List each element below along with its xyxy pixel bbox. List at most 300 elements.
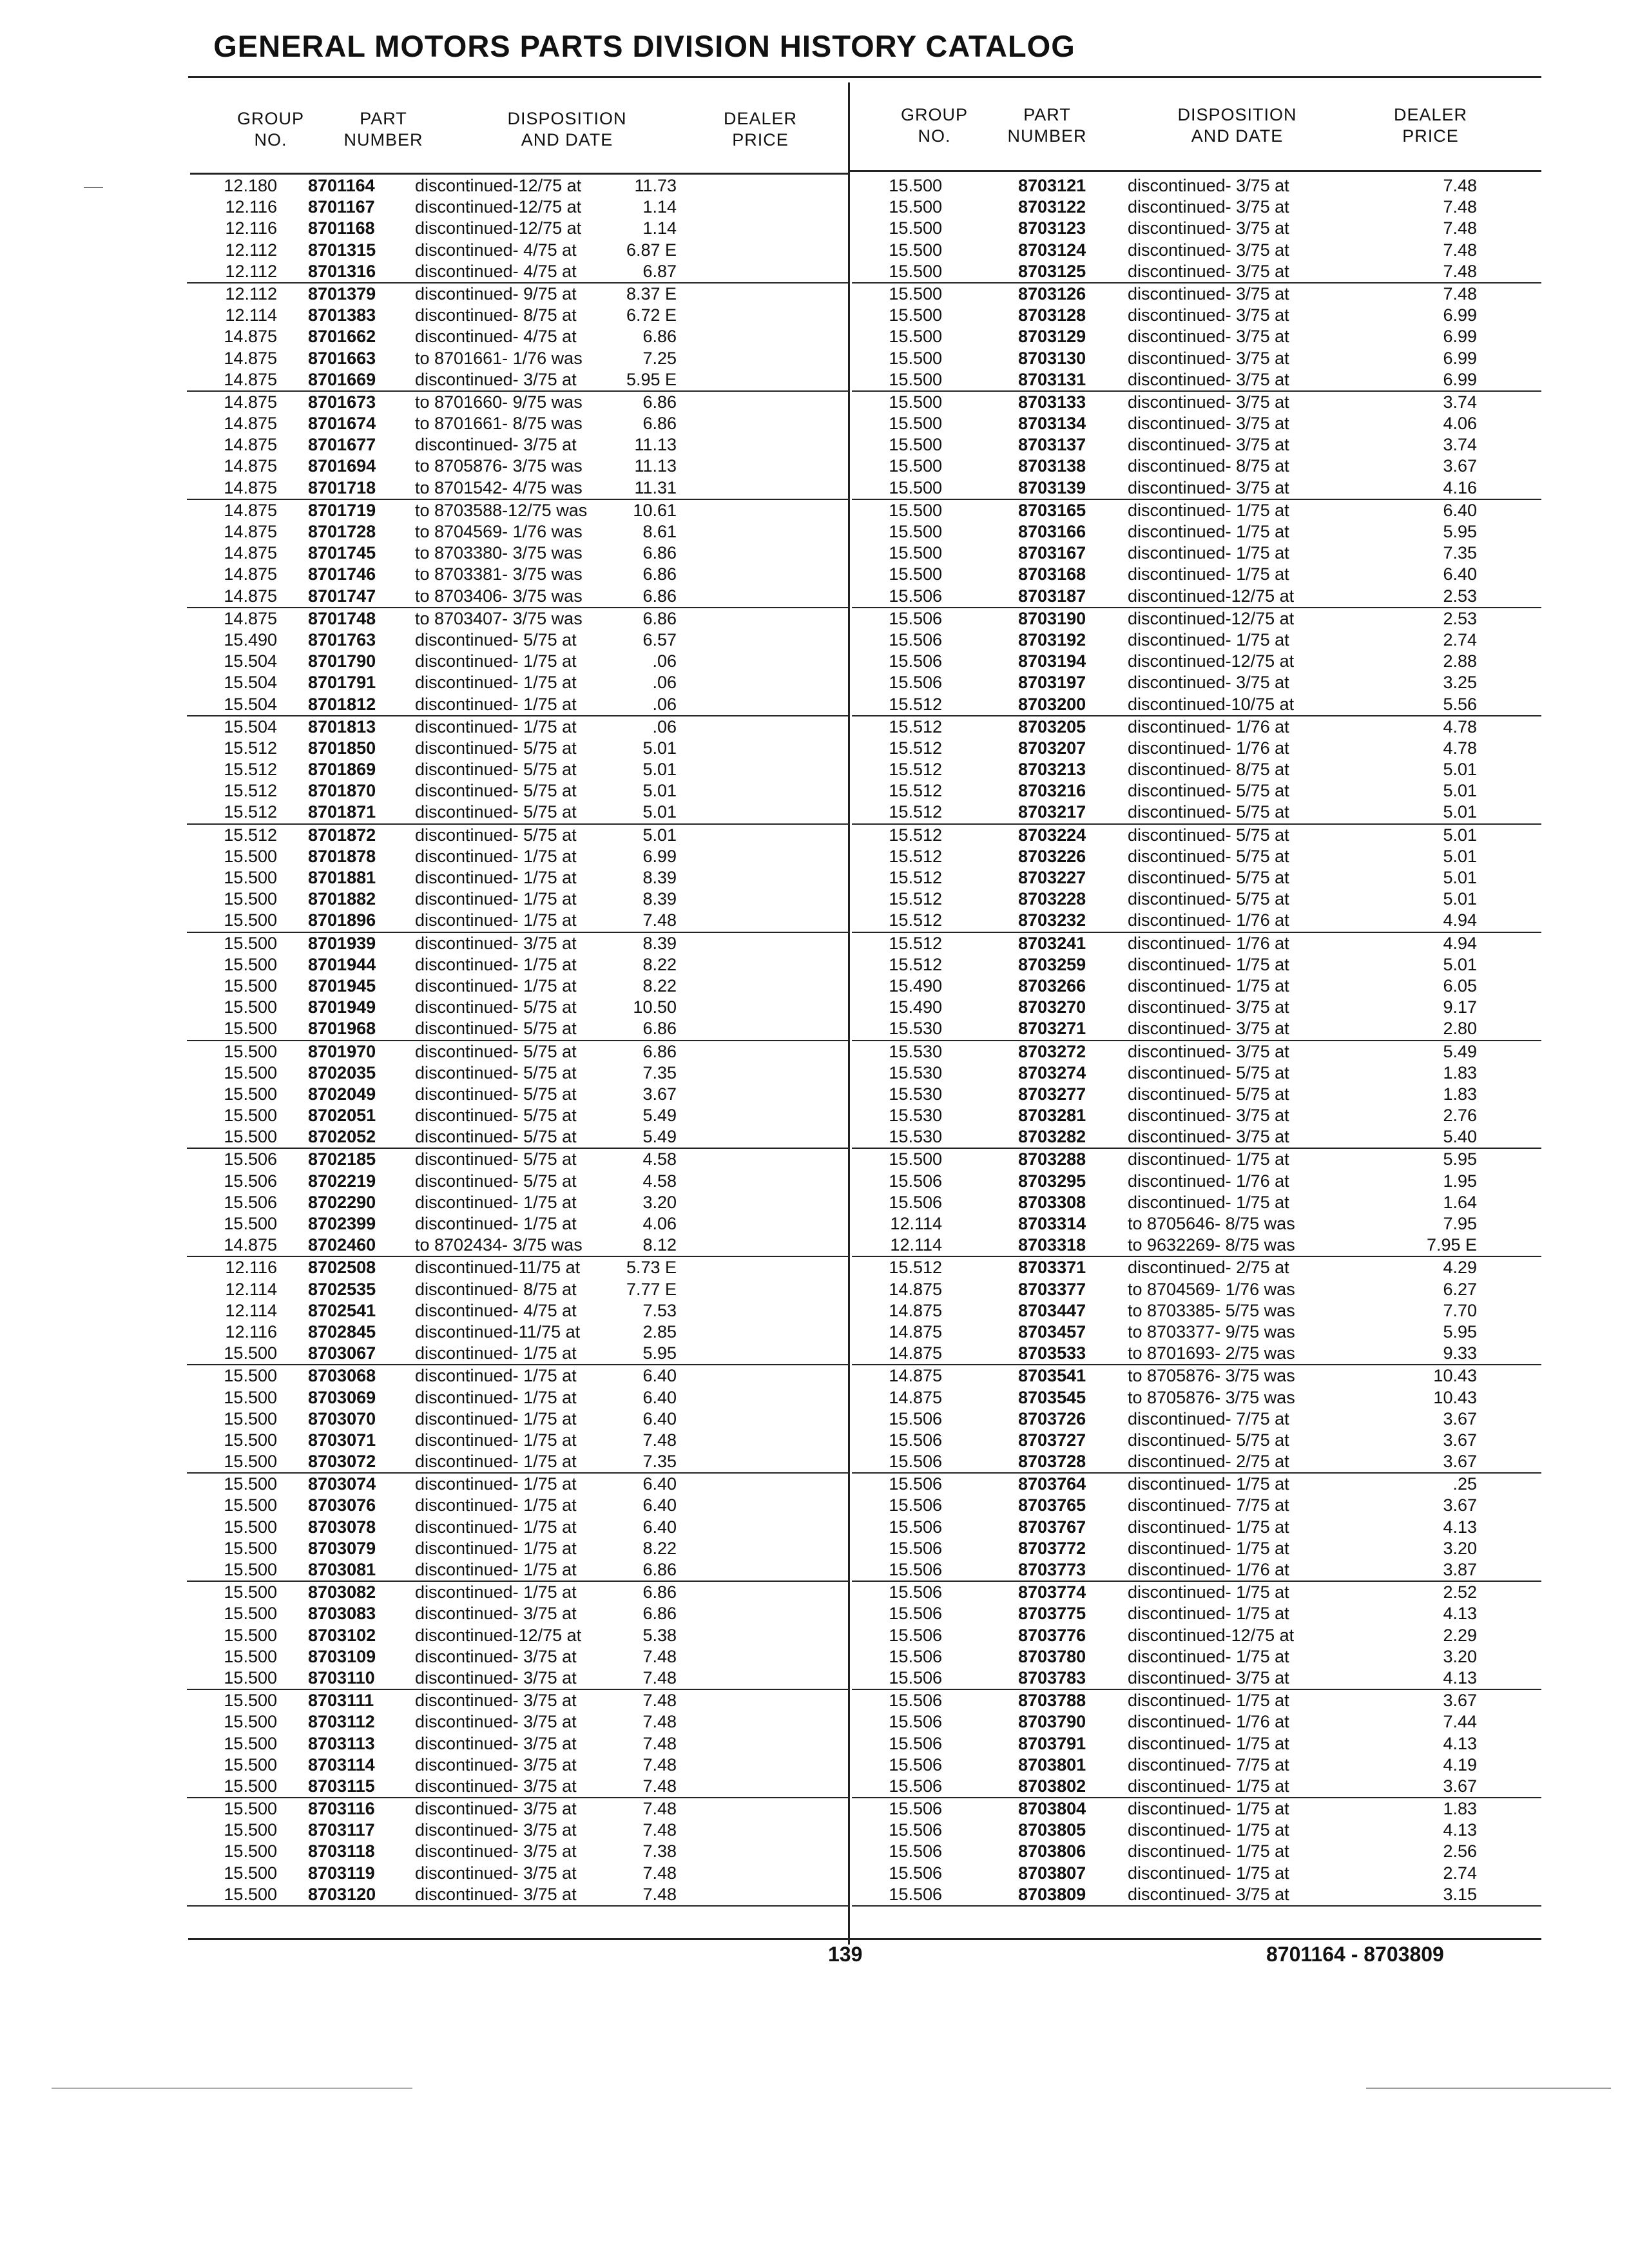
part-number: 8701871	[308, 802, 376, 822]
dealer-price: 6.86	[642, 1582, 677, 1602]
group-no: 12.114	[225, 305, 277, 325]
page-number: 139	[828, 1943, 863, 1966]
left-parts-table	[187, 175, 848, 1907]
group-no: 15.500	[224, 868, 277, 887]
table-row	[187, 802, 848, 824]
group-no: 15.500	[889, 240, 942, 260]
dealer-price: 11.13	[634, 456, 677, 476]
table-row	[852, 1321, 1541, 1343]
group-no: 15.506	[889, 1538, 942, 1558]
disposition: discontinued- 1/75 at	[1128, 1799, 1289, 1819]
table-row	[852, 716, 1541, 738]
table-row	[187, 477, 848, 500]
table-row	[187, 933, 848, 954]
dealer-price: 5.01	[642, 825, 677, 845]
dealer-price: 4.13	[1443, 1667, 1477, 1687]
dealer-price: 11.73	[634, 176, 677, 195]
table-row	[852, 1754, 1541, 1776]
dealer-price: 9.33	[1443, 1343, 1477, 1363]
table-row	[187, 369, 848, 392]
part-number: 8703112	[308, 1712, 375, 1732]
scan-mark	[1366, 2088, 1611, 2089]
table-row	[852, 1105, 1541, 1126]
part-number: 8703541	[1018, 1366, 1086, 1386]
dealer-price: 6.72 E	[626, 305, 677, 325]
part-number: 8701719	[308, 500, 376, 520]
part-number: 8703295	[1018, 1171, 1086, 1191]
part-number: 8703074	[308, 1474, 376, 1494]
part-number: 8703071	[308, 1430, 376, 1450]
part-number: 8701379	[308, 284, 376, 303]
part-number: 8703082	[308, 1582, 376, 1602]
header-rule-left	[190, 173, 849, 175]
dealer-price: 7.48	[642, 1776, 677, 1796]
part-number: 8703123	[1018, 218, 1086, 238]
group-no: 15.500	[889, 176, 942, 195]
part-number: 8703083	[308, 1604, 376, 1624]
part-number: 8703457	[1018, 1321, 1086, 1341]
table-row	[852, 348, 1541, 369]
dealer-price: 6.57	[642, 629, 677, 649]
group-no: 14.875	[889, 1300, 942, 1320]
table-row	[852, 1559, 1541, 1582]
header-price-right-line1: DEALER	[1393, 105, 1468, 124]
group-no: 14.875	[224, 564, 277, 584]
part-number: 8701939	[308, 933, 376, 953]
part-number: 8703130	[1018, 348, 1086, 368]
disposition: discontinued- 1/75 at	[1128, 1474, 1289, 1494]
part-number: 8703775	[1018, 1604, 1086, 1624]
table-row	[852, 1625, 1541, 1646]
disposition: discontinued- 5/75 at	[415, 802, 577, 822]
dealer-price: 2.88	[1443, 651, 1477, 671]
table-row	[187, 348, 848, 369]
table-row	[852, 456, 1541, 477]
table-row	[852, 1387, 1541, 1408]
dealer-price: 7.77 E	[626, 1279, 677, 1299]
title-rule	[188, 76, 1541, 78]
part-number: 8703788	[1018, 1691, 1086, 1711]
disposition: discontinued- 1/75 at	[415, 1582, 577, 1602]
dealer-price: 1.14	[642, 197, 677, 217]
dealer-price: 5.95	[1443, 1321, 1477, 1341]
table-row	[852, 889, 1541, 910]
group-no: 15.506	[889, 608, 942, 628]
part-number: 8703113	[308, 1733, 375, 1753]
table-row	[852, 564, 1541, 585]
part-number: 8701663	[308, 348, 376, 368]
group-no: 15.500	[224, 1820, 277, 1840]
part-number: 8703804	[1018, 1799, 1086, 1819]
part-number: 8703111	[308, 1691, 374, 1711]
part-number: 8701944	[308, 954, 376, 974]
group-no: 15.512	[889, 910, 942, 930]
disposition: to 8701660- 9/75 was	[415, 392, 583, 412]
dealer-price: 5.01	[1443, 825, 1477, 845]
part-number: 8703109	[308, 1646, 376, 1666]
table-row	[852, 1365, 1541, 1387]
part-number: 8703277	[1018, 1084, 1086, 1104]
disposition: discontinued- 3/75 at	[1128, 348, 1289, 368]
group-no: 15.500	[889, 369, 942, 389]
dealer-price: 11.31	[634, 477, 677, 497]
disposition: discontinued- 3/75 at	[1128, 197, 1289, 217]
group-no: 15.512	[889, 825, 942, 845]
group-no: 15.500	[889, 500, 942, 520]
group-no: 15.506	[889, 1863, 942, 1883]
dealer-price: 2.76	[1443, 1106, 1477, 1126]
group-no: 15.506	[889, 1776, 942, 1796]
disposition: discontinued- 5/75 at	[415, 781, 577, 801]
group-no: 15.506	[889, 1754, 942, 1774]
group-no: 15.506	[889, 1560, 942, 1579]
disposition: discontinued-12/75 at	[1128, 586, 1295, 606]
disposition: discontinued- 1/75 at	[1128, 1538, 1289, 1558]
part-number: 8703217	[1018, 802, 1086, 822]
table-row	[187, 456, 848, 477]
part-number: 8703772	[1018, 1538, 1086, 1558]
group-no: 15.500	[224, 889, 277, 909]
disposition: discontinued-12/75 at	[1128, 608, 1295, 628]
part-number: 8703773	[1018, 1560, 1086, 1579]
group-no: 15.500	[224, 1841, 277, 1861]
part-number: 8703116	[308, 1799, 375, 1819]
table-row	[187, 1126, 848, 1149]
group-no: 15.500	[889, 261, 942, 281]
group-no: 14.875	[224, 500, 277, 520]
table-row	[187, 1192, 848, 1213]
group-no: 15.500	[224, 1754, 277, 1774]
part-number: 8703110	[308, 1667, 375, 1687]
disposition: discontinued- 5/75 at	[415, 738, 577, 758]
disposition: discontinued- 1/76 at	[1128, 1171, 1289, 1191]
dealer-price: 6.40	[642, 1408, 677, 1428]
part-number: 8702051	[308, 1106, 376, 1126]
dealer-price: 6.86	[642, 564, 677, 584]
group-no: 15.506	[889, 1884, 942, 1904]
table-row	[187, 1213, 848, 1235]
table-row	[852, 975, 1541, 997]
dealer-price: .06	[652, 716, 677, 736]
part-number: 8701881	[308, 868, 376, 887]
part-number: 8703791	[1018, 1733, 1086, 1753]
dealer-price: 6.40	[642, 1517, 677, 1537]
table-row	[187, 413, 848, 434]
part-number: 8703806	[1018, 1841, 1086, 1861]
dealer-price: 1.83	[1443, 1799, 1477, 1819]
table-row	[852, 1798, 1541, 1820]
group-no: 15.500	[224, 1495, 277, 1515]
disposition: discontinued- 3/75 at	[1128, 673, 1289, 693]
table-row	[187, 1776, 848, 1798]
group-no: 15.500	[224, 846, 277, 866]
header-disposition-line2: AND DATE	[521, 130, 613, 149]
group-no: 15.530	[889, 1041, 942, 1061]
disposition: discontinued- 3/75 at	[415, 1604, 577, 1624]
part-number: 8703802	[1018, 1776, 1086, 1796]
disposition: discontinued- 3/75 at	[1128, 1019, 1289, 1039]
disposition: discontinued- 1/76 at	[1128, 738, 1289, 758]
disposition: discontinued- 5/75 at	[1128, 868, 1289, 887]
disposition: discontinued- 4/75 at	[415, 240, 577, 260]
disposition: discontinued- 1/75 at	[415, 1474, 577, 1494]
disposition: discontinued- 5/75 at	[415, 1127, 577, 1147]
disposition: discontinued- 1/75 at	[1128, 522, 1289, 541]
disposition: to 8703381- 3/75 was	[415, 564, 583, 584]
disposition: discontinued- 1/75 at	[415, 1452, 577, 1472]
group-no: 15.506	[889, 1712, 942, 1732]
dealer-price: 6.86	[642, 1041, 677, 1061]
part-number: 8702049	[308, 1084, 376, 1104]
dealer-price: 4.16	[1443, 477, 1477, 497]
group-no: 15.500	[224, 1646, 277, 1666]
table-row	[187, 1863, 848, 1884]
table-row	[852, 1279, 1541, 1300]
dealer-price: 2.85	[642, 1321, 677, 1341]
disposition: discontinued- 1/75 at	[1128, 1733, 1289, 1753]
group-no: 15.512	[889, 933, 942, 953]
table-row	[187, 1149, 848, 1170]
table-row	[187, 326, 848, 347]
table-row	[187, 1343, 848, 1365]
part-number: 8703067	[308, 1343, 376, 1363]
dealer-price: 6.86	[642, 543, 677, 563]
table-row	[187, 434, 848, 456]
dealer-price: 7.48	[1443, 261, 1477, 281]
disposition: discontinued- 3/75 at	[1128, 240, 1289, 260]
header-part	[329, 108, 438, 151]
disposition: discontinued- 3/75 at	[415, 1667, 577, 1687]
table-row	[852, 326, 1541, 347]
part-number: 8701970	[308, 1041, 376, 1061]
header-group-right-line2: NO.	[918, 126, 951, 146]
table-row	[187, 1798, 848, 1820]
disposition: discontinued- 5/75 at	[415, 1019, 577, 1039]
part-number: 8703197	[1018, 673, 1086, 693]
disposition: discontinued- 1/75 at	[415, 1408, 577, 1428]
part-number: 8703115	[308, 1776, 375, 1796]
part-number: 8703805	[1018, 1820, 1086, 1840]
group-no: 15.506	[889, 1604, 942, 1624]
part-number: 8703134	[1018, 414, 1086, 434]
part-number: 8701662	[308, 327, 376, 347]
group-no: 15.500	[889, 435, 942, 455]
header-disposition-line1: DISPOSITION	[507, 109, 627, 128]
table-row	[852, 1257, 1541, 1278]
table-row	[852, 586, 1541, 608]
part-number: 8703166	[1018, 522, 1086, 541]
disposition: discontinued- 3/75 at	[1128, 218, 1289, 238]
right-parts-table	[852, 175, 1541, 1907]
dealer-price: 5.01	[1443, 846, 1477, 866]
header-group	[219, 108, 322, 151]
group-no: 14.875	[889, 1387, 942, 1407]
group-no: 15.512	[889, 954, 942, 974]
table-row	[187, 608, 848, 629]
dealer-price: 8.39	[642, 933, 677, 953]
table-row	[187, 305, 848, 326]
table-row	[187, 629, 848, 651]
dealer-price: 7.48	[1443, 240, 1477, 260]
table-row	[852, 608, 1541, 629]
table-row	[187, 975, 848, 997]
part-number: 8701167	[308, 197, 375, 217]
group-no: 15.500	[224, 1343, 277, 1363]
part-number: 8703308	[1018, 1192, 1086, 1212]
disposition: discontinued- 4/75 at	[415, 327, 577, 347]
table-row	[852, 1126, 1541, 1149]
part-number: 8701718	[308, 477, 376, 497]
part-number: 8701669	[308, 369, 376, 389]
table-row	[187, 780, 848, 802]
group-no: 15.512	[889, 1258, 942, 1278]
table-row	[852, 218, 1541, 239]
part-number: 8703079	[308, 1538, 376, 1558]
disposition: discontinued-11/75 at	[415, 1321, 581, 1341]
header-group-line2: NO.	[254, 130, 287, 149]
disposition: discontinued- 1/75 at	[1128, 564, 1289, 584]
dealer-price: 3.20	[1443, 1646, 1477, 1666]
dealer-price: 5.56	[1443, 694, 1477, 714]
part-number: 8701316	[308, 261, 376, 281]
header-price-line1: DEALER	[723, 109, 798, 128]
dealer-price: 3.87	[1443, 1560, 1477, 1579]
part-number: 8701745	[308, 543, 376, 563]
part-number: 8703764	[1018, 1474, 1086, 1494]
dealer-price: 2.53	[1443, 608, 1477, 628]
group-no: 14.875	[889, 1279, 942, 1299]
disposition: discontinued- 1/75 at	[1128, 1149, 1289, 1169]
footer-rule	[188, 1938, 1541, 1940]
table-row	[852, 1171, 1541, 1192]
part-number: 8703545	[1018, 1387, 1086, 1407]
disposition: discontinued- 1/75 at	[1128, 1691, 1289, 1711]
part-number: 8701168	[308, 218, 375, 238]
part-range: 8701164 - 8703809	[1266, 1943, 1444, 1966]
group-no: 14.875	[224, 327, 277, 347]
part-number: 8703226	[1018, 846, 1086, 866]
header-price-line2: PRICE	[732, 130, 789, 149]
part-number: 8703272	[1018, 1041, 1086, 1061]
group-no: 15.500	[889, 348, 942, 368]
dealer-price: 3.67	[642, 1084, 677, 1104]
group-no: 15.500	[889, 522, 942, 541]
disposition: discontinued- 5/75 at	[415, 1171, 577, 1191]
part-number: 8703213	[1018, 760, 1086, 780]
group-no: 15.500	[224, 1560, 277, 1579]
group-no: 15.500	[224, 997, 277, 1017]
group-no: 15.500	[889, 456, 942, 476]
part-number: 8703809	[1018, 1884, 1086, 1904]
table-row	[187, 1408, 848, 1430]
header-part-right	[992, 104, 1102, 147]
group-no: 12.116	[225, 218, 277, 238]
table-row	[187, 197, 848, 218]
header-price-right-line2: PRICE	[1402, 126, 1459, 146]
disposition: discontinued- 1/76 at	[1128, 716, 1289, 736]
table-row	[852, 1711, 1541, 1733]
disposition: discontinued- 3/75 at	[415, 1776, 577, 1796]
group-no: 15.504	[224, 716, 277, 736]
disposition: discontinued- 3/75 at	[415, 435, 577, 455]
dealer-price: 3.67	[1443, 1452, 1477, 1472]
disposition: discontinued- 3/75 at	[415, 1841, 577, 1861]
disposition: discontinued- 4/75 at	[415, 1300, 577, 1320]
part-number: 8703190	[1018, 608, 1086, 628]
part-number: 8701728	[308, 522, 376, 541]
disposition: discontinued- 1/75 at	[415, 673, 577, 693]
part-number: 8703232	[1018, 910, 1086, 930]
disposition: discontinued- 1/75 at	[415, 1343, 577, 1363]
table-row	[852, 825, 1541, 846]
disposition: to 8703380- 3/75 was	[415, 543, 583, 563]
dealer-price: 7.35	[642, 1062, 677, 1082]
group-no: 15.504	[224, 673, 277, 693]
disposition: discontinued- 1/75 at	[1128, 975, 1289, 995]
disposition: discontinued- 1/76 at	[1128, 910, 1289, 930]
group-no: 15.500	[224, 1106, 277, 1126]
disposition: discontinued- 3/75 at	[415, 369, 577, 389]
header-disposition	[483, 108, 651, 151]
table-row	[852, 954, 1541, 975]
part-number: 8703133	[1018, 392, 1086, 412]
header-price	[709, 108, 812, 151]
table-row	[852, 500, 1541, 521]
group-no: 15.500	[224, 1799, 277, 1819]
group-no: 15.500	[224, 1127, 277, 1147]
disposition: discontinued- 2/75 at	[1128, 1258, 1289, 1278]
part-number: 8702052	[308, 1127, 376, 1147]
disposition: to 8701542- 4/75 was	[415, 477, 583, 497]
disposition: discontinued- 5/75 at	[415, 1106, 577, 1126]
table-row	[852, 1538, 1541, 1559]
group-no: 15.512	[889, 868, 942, 887]
dealer-price: 7.48	[642, 910, 677, 930]
group-no: 15.530	[889, 1084, 942, 1104]
group-no: 15.500	[224, 1863, 277, 1883]
part-number: 8701968	[308, 1019, 376, 1039]
part-number: 8703728	[1018, 1452, 1086, 1472]
group-no: 15.512	[889, 760, 942, 780]
table-row	[187, 284, 848, 305]
dealer-price: 6.86	[642, 414, 677, 434]
part-number: 8701747	[308, 586, 376, 606]
group-no: 15.500	[889, 414, 942, 434]
group-no: 15.500	[889, 477, 942, 497]
part-number: 8703139	[1018, 477, 1086, 497]
disposition: discontinued- 1/76 at	[1128, 933, 1289, 953]
disposition: discontinued- 3/75 at	[415, 1820, 577, 1840]
disposition: discontinued- 5/75 at	[1128, 889, 1289, 909]
dealer-price: 3.25	[1443, 673, 1477, 693]
table-row	[852, 933, 1541, 954]
dealer-price: 7.48	[642, 1884, 677, 1904]
part-number: 8703122	[1018, 197, 1086, 217]
group-no: 15.490	[224, 629, 277, 649]
scan-mark	[52, 2088, 412, 2089]
disposition: discontinued- 3/75 at	[1128, 1884, 1289, 1904]
disposition: discontinued- 3/75 at	[415, 1733, 577, 1753]
dealer-price: 6.86	[642, 392, 677, 412]
part-number: 8703783	[1018, 1667, 1086, 1687]
disposition: discontinued- 1/75 at	[415, 910, 577, 930]
group-no: 15.500	[224, 1474, 277, 1494]
group-no: 15.512	[889, 889, 942, 909]
dealer-price: .06	[652, 673, 677, 693]
disposition: discontinued- 1/75 at	[415, 1430, 577, 1450]
disposition: discontinued- 1/75 at	[415, 954, 577, 974]
dealer-price: 7.53	[642, 1300, 677, 1320]
